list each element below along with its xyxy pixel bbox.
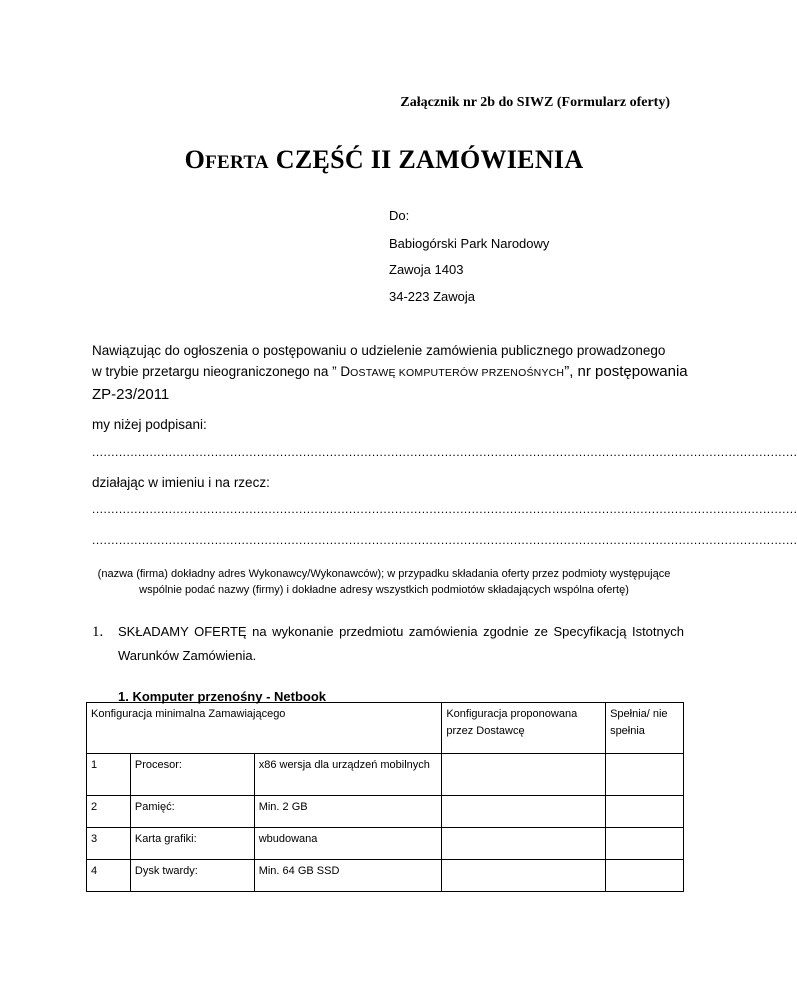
- row-param: Pamięć:: [130, 796, 254, 828]
- note-text: (nazwa (firma) dokładny adres Wykonawcy/Wykonawców); w przypadku składania oferty przez podmioty występujące wspólnie podać nazwy (firmy) i dokładne adresy wszystkich podmiotów składających wspólna ofertę): [97, 568, 671, 596]
- row-param: Procesor:: [130, 754, 254, 796]
- row-number: 4: [87, 860, 131, 892]
- section-1: [92, 620, 684, 668]
- row-value: wbudowana: [254, 828, 442, 860]
- header-min-config: Konfiguracja minimalna Zamawiającego: [87, 703, 442, 754]
- signatories-field[interactable]: ........................................................................................................................................................................................: [92, 445, 797, 459]
- acting-field-2[interactable]: ........................................................................................................................................................................................: [92, 533, 797, 547]
- row-param: Dysk twardy:: [130, 860, 254, 892]
- table-row: [87, 828, 684, 860]
- compliance-cell[interactable]: [606, 796, 684, 828]
- intro-small-caps: OSTAWĘ KOMPUTERÓW PRZENOŚNYCH: [350, 367, 565, 379]
- page-title: [0, 145, 768, 175]
- proposed-cell[interactable]: [442, 828, 606, 860]
- proposed-cell[interactable]: [442, 754, 606, 796]
- row-value: Min. 64 GB SSD: [254, 860, 442, 892]
- compliance-cell[interactable]: [606, 828, 684, 860]
- acting-field-1[interactable]: ........................................................................................................................................................................................: [92, 502, 797, 516]
- table-header-row: [87, 703, 684, 754]
- compliance-cell[interactable]: [606, 860, 684, 892]
- intro-paragraph: [92, 340, 692, 405]
- header-compliance: Spełnia/ nie spełnia: [606, 703, 684, 754]
- intro-line-1: Nawiązując do ogłoszenia o postępowaniu o udzielenie zamówienia publicznego prowadzonego: [92, 343, 666, 358]
- intro-line-3: ZP-23/2011: [92, 386, 170, 403]
- section-1-number: 1.: [92, 624, 104, 640]
- compliance-cell[interactable]: [606, 754, 684, 796]
- proposed-cell[interactable]: [442, 860, 606, 892]
- spec-table: [86, 702, 684, 892]
- title-small-caps: FERTA: [205, 152, 269, 173]
- recipient-city: 34-223 Zawoja: [389, 289, 475, 304]
- row-value: x86 wersja dla urządzeń mobilnych: [254, 754, 442, 796]
- row-number: 1: [87, 754, 131, 796]
- row-value: Min. 2 GB: [254, 796, 442, 828]
- signatories-label: my niżej podpisani:: [92, 417, 207, 432]
- row-param: Karta grafiki:: [130, 828, 254, 860]
- row-number: 2: [87, 796, 131, 828]
- table-row: [87, 754, 684, 796]
- intro-line-2: [92, 361, 692, 384]
- recipient-street: Zawoja 1403: [389, 262, 464, 277]
- table-row: [87, 796, 684, 828]
- proposed-cell[interactable]: [442, 796, 606, 828]
- recipient-label: Do:: [389, 208, 410, 223]
- subsection-title: 1. Komputer przenośny - Netbook: [118, 689, 327, 704]
- row-number: 3: [87, 828, 131, 860]
- intro-line-2-start: w trybie przetargu nieograniczonego na ” D: [92, 364, 351, 379]
- acting-label: działając w imieniu i na rzecz:: [92, 475, 270, 490]
- table-row: [87, 860, 684, 892]
- annex-label: Załącznik nr 2b do SIWZ (Formularz oferty): [400, 95, 670, 110]
- section-1-text: SKŁADAMY OFERTĘ na wykonanie przedmiotu zamówienia zgodnie ze Specyfikacją Istotnych Warunków Zamówienia.: [118, 624, 684, 663]
- header-proposed: Konfiguracja proponowana przez Dostawcę: [442, 703, 606, 754]
- intro-line-2-end: ”, nr postępowania: [564, 363, 688, 380]
- recipient-name: Babiogórski Park Narodowy: [389, 236, 550, 251]
- title-rest: CZĘŚĆ II ZAMÓWIENIA: [275, 145, 584, 174]
- title-first-letter: O: [184, 145, 206, 174]
